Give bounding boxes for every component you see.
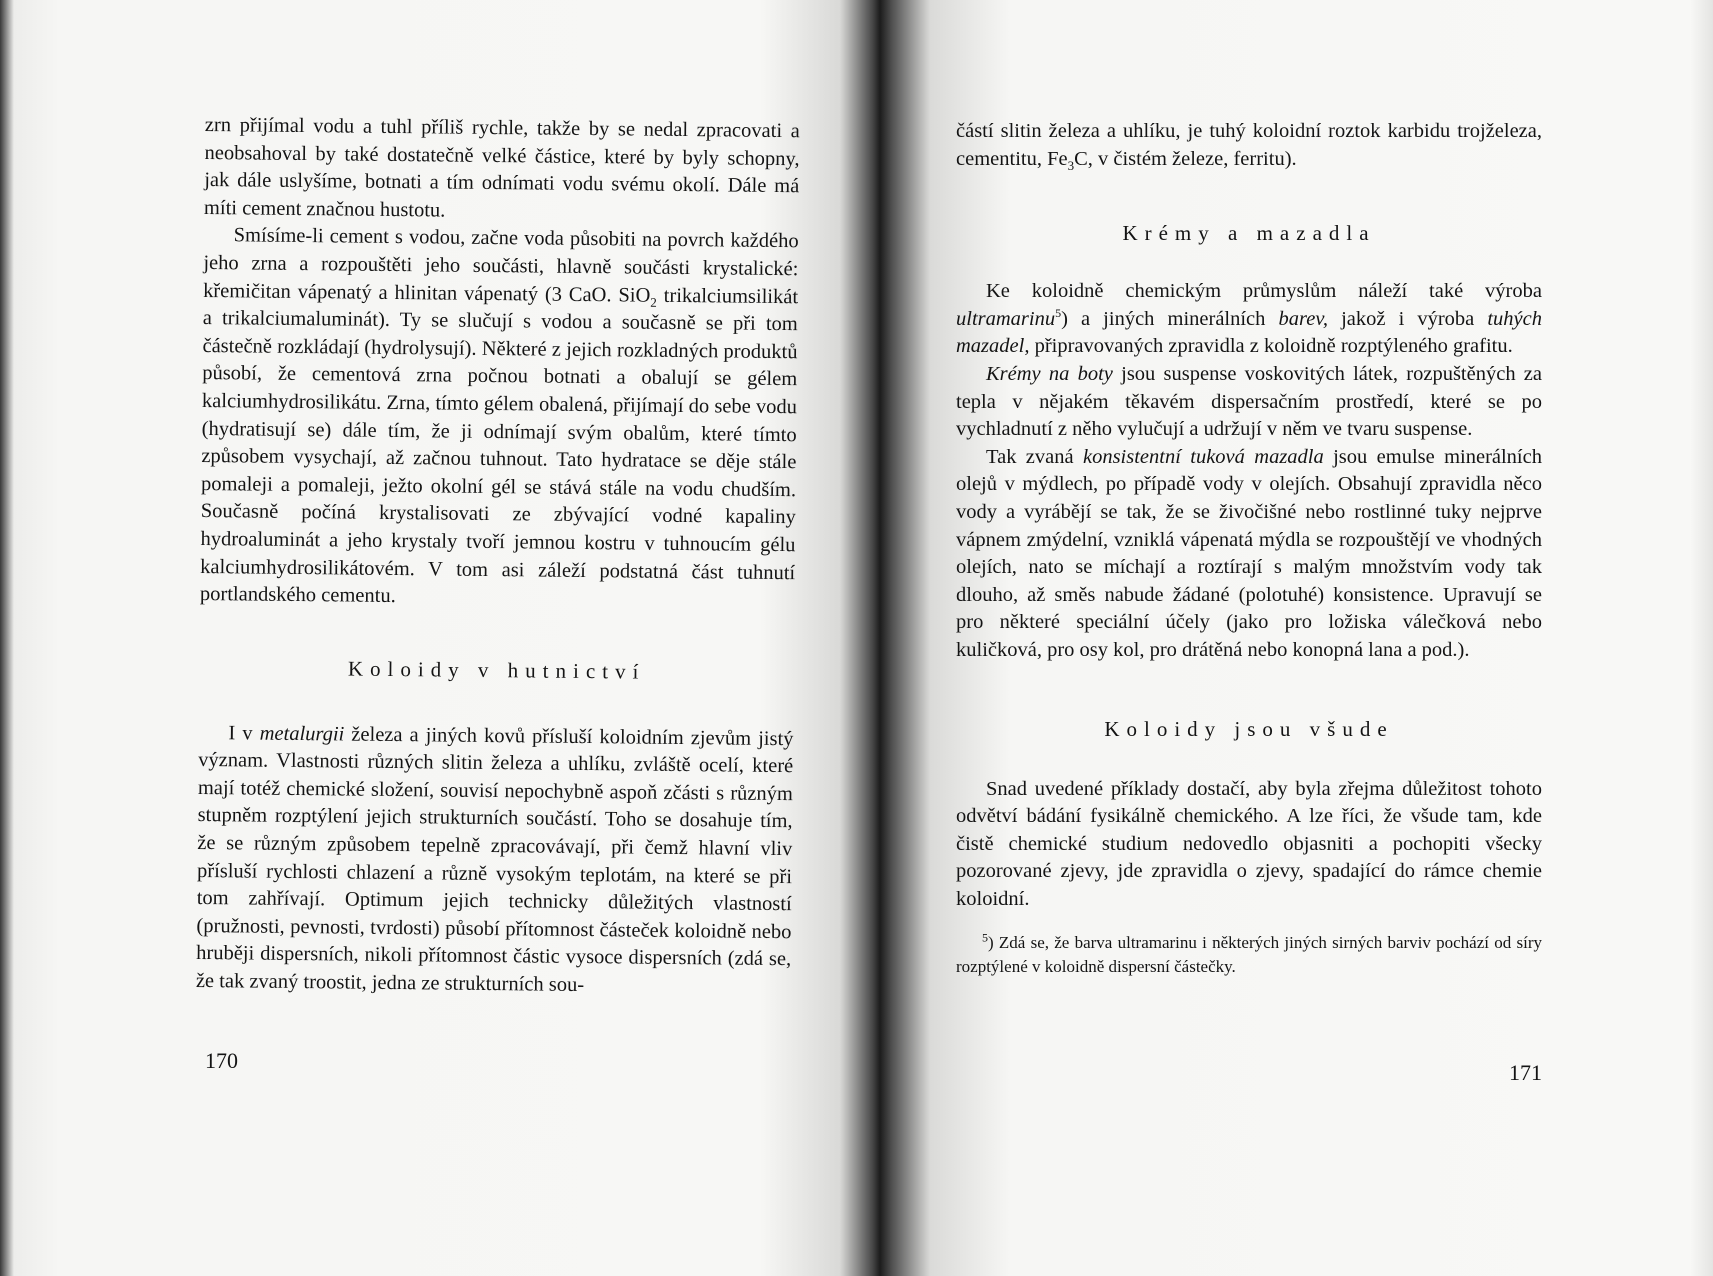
text-run: jsou emulse minerálních olejů v mýdlech, po případě vody v olejích. Obsahují zpravidla něco vody a vyrábějí se tak, že se živočišné nebo rostlinné tuky nejprve vápnem zmýdelní, vzniklá vápenatá mýdla se rozpouštějí ve vhodných olejích, nato se míchají a roztírají s malým množstvím vody tak dlouho, až směs nabude žádané (polotuhé) konsistence. Upravují se pro některé speciální účely (jako pro ložiska válečková nebo kuličková, pro osy kol, pro drátěná nebo konopná lana a pod.). [956, 445, 1542, 661]
paragraph [200, 222, 799, 615]
text-run: železa a jiných kovů přísluší koloidním zjevům jistý význam. Vlastnosti různých slitin železa a uhlíku, zvláště ocelí, které mají totéž chemické složení, souvisí nepochybně aspoň zčásti s různým stupněm rozptýlení jejich strukturních součástí. Toho se dosahuje tím, že se různým způsobem tepelně zpracovávají, při čemž hlavní vliv přísluší rychlosti chlazení a různě vysokým teplotám, na které se při tom zahřívají. Optimum jejich technicky důležitých vlastností (pružnosti, pevnosti, tvrdosti) působí přítomnost částeček koloidně nebo hruběji dispersních, nikoli přítomnost částic vysoce dispersních (zdá se, že tak zvaný troostit, jedna ze strukturních sou- [195, 723, 794, 997]
text-run: Ke koloidně chemickým průmyslům náleží také výroba [986, 280, 1542, 303]
text-run: částí slitin železa a uhlíku, je tuhý koloidní roztok karbidu trojželeza, cementitu, Fe [956, 120, 1542, 170]
subscript: 3 [1067, 157, 1075, 173]
paragraph: zrn přijímal vodu a tuhl příliš rychle, takže by se nedal zpracovati a neobsahoval by také dostatečně velké částice, které by byly schopny, jak dále uslyšíme, botnati a tím odnímati vodu svému okolí. Dále má míti cement značnou hustotu. [203, 113, 800, 222]
text-run: SiO [618, 283, 651, 307]
footnote-text: ) Zdá se, že barva ultramarinu i některých jiných sirných barviv pochází od síry rozptýlené v koloidně dispersní částečky. [956, 933, 1542, 977]
text-run: Tak zvaná [986, 445, 1083, 468]
text-run: C, v čistém železe, ferritu). [1074, 147, 1297, 170]
footnote-number: 5 [982, 930, 988, 945]
italic-term: Krémy na boty [986, 362, 1113, 385]
section-heading: Krémy a mazadla [1122, 221, 1376, 246]
right-page [886, 0, 1713, 1276]
text-run: připravovaných zpravidla z koloidně rozptýleného grafitu. [1029, 335, 1513, 358]
paragraph [956, 444, 1542, 665]
paragraph: Snad uvedené příklady dostačí, aby byla zřejma důležitost tohoto odvětví bádání fysikálně chemického. A lze říci, že všude tam, kde čistě chemické studium nedovedlo objasniti a pochopiti všecky pozorované zjevy, jde zpravidla o zjevy, spadající do rámce chemie koloidní. [956, 777, 1542, 910]
text-run: jakož i výroba [1328, 307, 1488, 330]
text-run: Smísíme-li cement s vodou, začne voda působiti na povrch každého jeho zrna a rozpouštěti jeho součásti, hlavně součásti krystalické: křemičitan vápenatý a hlinitan vápenatý (3 CaO. [203, 224, 799, 306]
paragraph [956, 361, 1542, 444]
section-heading: Koloidy v hutnictví [347, 656, 646, 684]
text-run: ) a jiných minerálních [1061, 307, 1279, 330]
italic-term: metalurgii [259, 722, 345, 746]
subscript: 2 [650, 294, 657, 310]
right-page-text [956, 118, 1542, 979]
italic-term: ultramarinu [956, 307, 1056, 330]
footnote-reference: 5 [1055, 305, 1062, 320]
page-number: 170 [205, 1048, 238, 1073]
italic-term: barev, [1278, 307, 1329, 330]
italic-term: tuhých mazadel, [956, 307, 1543, 358]
paragraph [956, 278, 1542, 361]
section-heading: Koloidy jsou všude [1104, 716, 1394, 741]
footnote [956, 931, 1542, 979]
paragraph [956, 118, 1542, 173]
page-number: 171 [1509, 1060, 1542, 1085]
text-run: trikalciumsilikát a trikalciumaluminát). Ty se slučují s vodou a současně se při tom částečně rozkládají (hydrolysují). Některé z jejich rozkladných produktů působí, že cementová zrna počnou botnati a obalují se gélem kalciumhydrosilikátu. Zrna, tímto gélem obalená, přijímají do sebe vodu (hydratisují se) dále tím, že ji odnímají svým obalům, které tímto způsobem vysychají, až začnou tuhnout. Tato hydratace se děje stále pomaleji a pomaleji, ježto okolní gél se stává stále na vodu chudším. Současně počíná krystalisovati ze zbývající vodné kapaliny hydroaluminát a jeho krystaly tvoří jemnou kostru v tuhnoucím gélu kalciumhydrosilikátovém. V tom asi záleží podstatná část tuhnutí portlandského cementu. [199, 284, 799, 608]
text-run: jsou suspense voskovitých látek, rozpuštěných za tepla v nějakém těkavém dispersačním prostředí, které se po vychladnutí z něho vylučují a udržují v něm ve tvaru suspense. [956, 362, 1542, 441]
text-run: I v [228, 721, 260, 745]
italic-term: konsistentní tuková mazadla [1082, 445, 1324, 468]
left-page-text [196, 112, 800, 1002]
paragraph [196, 720, 794, 1002]
